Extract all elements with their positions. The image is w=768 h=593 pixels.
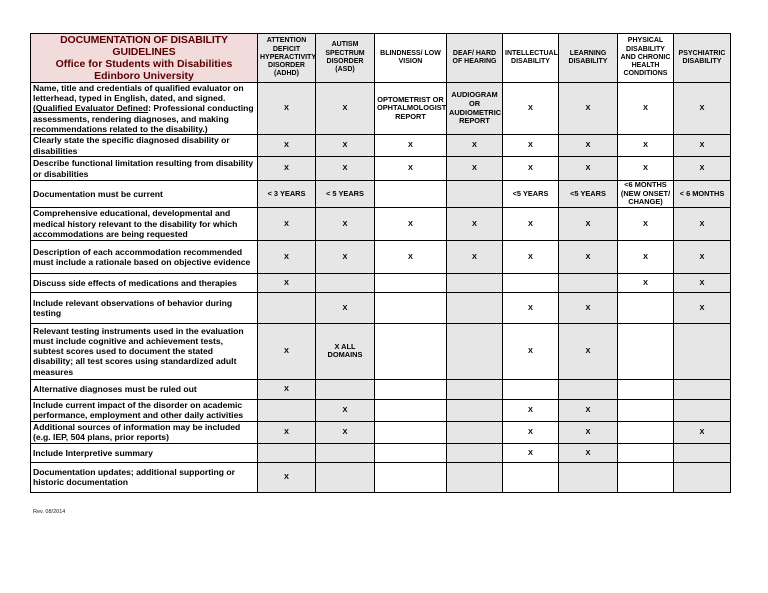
table-cell-asd	[316, 462, 375, 492]
revision-note: Rev. 08/2014	[33, 509, 66, 515]
row-requirement-label: Description of each accommodation recommended must include a rationale based on objective evidence	[31, 240, 258, 273]
table-cell-psychiatric	[674, 323, 731, 379]
table-cell-psychiatric: X	[674, 292, 731, 323]
table-row	[31, 443, 731, 462]
table-cell-asd: X	[316, 240, 375, 273]
table-cell-adhd: < 3 YEARS	[258, 181, 316, 208]
table-cell-adhd: X	[258, 83, 316, 135]
table-cell-learning: X	[559, 323, 618, 379]
table-cell-psychiatric	[674, 379, 731, 399]
table-cell-intellectual: X	[503, 240, 559, 273]
table-row	[31, 323, 731, 379]
table-cell-deaf	[447, 379, 503, 399]
row-requirement-label: Alternative diagnoses must be ruled out	[31, 379, 258, 399]
row-requirement-label: Include Interpretive summary	[31, 443, 258, 462]
table-cell-intellectual: X	[503, 399, 559, 421]
table-cell-blindness	[375, 421, 447, 443]
table-cell-deaf: X	[447, 135, 503, 157]
table-cell-physical	[618, 323, 674, 379]
table-cell-physical: X	[618, 135, 674, 157]
table-cell-adhd: X	[258, 323, 316, 379]
table-cell-intellectual: <5 YEARS	[503, 181, 559, 208]
table-row	[31, 83, 731, 135]
column-header-physical: PHYSICAL DISABILITY AND CHRONIC HEALTH CONDITIONS	[618, 34, 674, 83]
table-cell-learning: <5 YEARS	[559, 181, 618, 208]
row-requirement-label: Discuss side effects of medications and therapies	[31, 273, 258, 292]
table-cell-intellectual	[503, 273, 559, 292]
row-requirement-label: Additional sources of information may be included (e.g. IEP, 504 plans, prior reports)	[31, 421, 258, 443]
table-cell-deaf	[447, 292, 503, 323]
table-cell-adhd: X	[258, 135, 316, 157]
table-cell-intellectual	[503, 379, 559, 399]
table-cell-physical: X	[618, 207, 674, 240]
table-cell-blindness	[375, 323, 447, 379]
requirement-text: : Professional conducting assessments, rendering diagnoses, and making recommendations related to the disability.)	[33, 103, 254, 134]
table-cell-learning	[559, 273, 618, 292]
table-cell-learning	[559, 379, 618, 399]
table-cell-deaf: X	[447, 207, 503, 240]
table-row	[31, 462, 731, 492]
table-cell-physical	[618, 379, 674, 399]
table-cell-intellectual: X	[503, 292, 559, 323]
table-cell-blindness: X	[375, 240, 447, 273]
table-cell-physical	[618, 292, 674, 323]
column-header-asd: AUTISM SPECTRUM DISORDER (ASD)	[316, 34, 375, 83]
table-cell-learning: X	[559, 83, 618, 135]
table-cell-deaf	[447, 462, 503, 492]
table-cell-intellectual: X	[503, 443, 559, 462]
table-cell-learning	[559, 462, 618, 492]
table-cell-blindness	[375, 379, 447, 399]
qualified-evaluator-term: (Qualified Evaluator Defined	[33, 103, 149, 114]
title-line-1: DOCUMENTATION OF DISABILITY GUIDELINES	[60, 34, 228, 58]
table-cell-psychiatric: X	[674, 240, 731, 273]
table-row	[31, 379, 731, 399]
table-cell-psychiatric: X	[674, 83, 731, 135]
table-cell-asd: X	[316, 421, 375, 443]
table-cell-learning: X	[559, 421, 618, 443]
row-requirement-label: Comprehensive educational, developmental and medical history relevant to the disability for which accommodations are being requested	[31, 207, 258, 240]
table-cell-adhd: X	[258, 421, 316, 443]
table-cell-deaf	[447, 443, 503, 462]
table-cell-psychiatric	[674, 462, 731, 492]
table-cell-psychiatric: X	[674, 421, 731, 443]
column-header-adhd: ATTENTION DEFICIT HYPERACTIVITY DISORDER (ADHD)	[258, 34, 316, 83]
table-cell-intellectual: X	[503, 421, 559, 443]
table-cell-intellectual: X	[503, 157, 559, 181]
table-cell-deaf	[447, 399, 503, 421]
table-cell-adhd: X	[258, 273, 316, 292]
table-row	[31, 207, 731, 240]
table-cell-intellectual: X	[503, 323, 559, 379]
title-line-2: Office for Students with Disabilities	[55, 58, 233, 70]
table-cell-adhd: X	[258, 462, 316, 492]
table-cell-psychiatric: X	[674, 157, 731, 181]
table-row	[31, 292, 731, 323]
table-cell-asd	[316, 443, 375, 462]
table-cell-asd	[316, 379, 375, 399]
table-cell-blindness	[375, 273, 447, 292]
table-cell-physical	[618, 462, 674, 492]
table-cell-blindness: X	[375, 135, 447, 157]
table-cell-asd: X	[316, 135, 375, 157]
table-cell-psychiatric: < 6 MONTHS	[674, 181, 731, 208]
column-header-learning: LEARNING DISABILITY	[559, 34, 618, 83]
header-row	[31, 34, 731, 83]
table-cell-deaf: X	[447, 157, 503, 181]
table-cell-psychiatric	[674, 443, 731, 462]
table-cell-blindness: X	[375, 157, 447, 181]
table-cell-adhd: X	[258, 207, 316, 240]
title-line-3: Edinboro University	[94, 70, 194, 82]
table-cell-asd	[316, 273, 375, 292]
table-cell-intellectual: X	[503, 135, 559, 157]
row-requirement-label: Documentation updates; additional supporting or historic documentation	[31, 462, 258, 492]
table-cell-asd: X	[316, 292, 375, 323]
table-row	[31, 399, 731, 421]
row-requirement-label: Include current impact of the disorder on academic performance, employment and other daily activities	[31, 399, 258, 421]
table-cell-deaf	[447, 421, 503, 443]
table-cell-physical	[618, 399, 674, 421]
table-cell-deaf	[447, 273, 503, 292]
table-cell-intellectual	[503, 462, 559, 492]
table-cell-intellectual: X	[503, 207, 559, 240]
table-cell-deaf: AUDIOGRAM OR AUDIOMETRIC REPORT	[447, 83, 503, 135]
row-requirement-label: Documentation must be current	[31, 181, 258, 208]
table-cell-blindness	[375, 181, 447, 208]
table-cell-physical	[618, 443, 674, 462]
table-cell-physical: <6 MONTHS (NEW ONSET/ CHANGE)	[618, 181, 674, 208]
table-row	[31, 157, 731, 181]
table-cell-blindness	[375, 443, 447, 462]
table-cell-asd: X	[316, 157, 375, 181]
table-cell-deaf	[447, 181, 503, 208]
table-cell-psychiatric	[674, 399, 731, 421]
guidelines-table	[30, 33, 731, 493]
table-cell-psychiatric: X	[674, 207, 731, 240]
table-cell-learning: X	[559, 157, 618, 181]
table-cell-blindness	[375, 292, 447, 323]
table-row	[31, 181, 731, 208]
table-cell-intellectual: X	[503, 83, 559, 135]
table-cell-blindness	[375, 462, 447, 492]
column-header-psychiatric: PSYCHIATRIC DISABILITY	[674, 34, 731, 83]
table-cell-learning: X	[559, 240, 618, 273]
table-cell-adhd	[258, 443, 316, 462]
table-cell-blindness	[375, 399, 447, 421]
table-cell-adhd: X	[258, 379, 316, 399]
row-requirement-label: Clearly state the specific diagnosed disability or disabilities	[31, 135, 258, 157]
table-cell-physical: X	[618, 273, 674, 292]
table-cell-learning: X	[559, 443, 618, 462]
requirement-text: Name, title and credentials of qualified evaluator on letterhead, typed in English, dated, and signed.	[33, 83, 244, 104]
document-title	[31, 34, 258, 83]
column-header-intellectual: INTELLECTUAL DISABILITY	[503, 34, 559, 83]
table-cell-physical	[618, 421, 674, 443]
table-cell-deaf: X	[447, 240, 503, 273]
table-cell-adhd	[258, 292, 316, 323]
table-cell-psychiatric: X	[674, 273, 731, 292]
table-cell-asd: X ALL DOMAINS	[316, 323, 375, 379]
table-row	[31, 273, 731, 292]
table-cell-deaf	[447, 323, 503, 379]
table-cell-physical: X	[618, 157, 674, 181]
table-cell-blindness: X	[375, 207, 447, 240]
table-cell-asd: X	[316, 83, 375, 135]
table-row	[31, 240, 731, 273]
table-cell-asd: X	[316, 207, 375, 240]
column-header-deaf: DEAF/ HARD OF HEARING	[447, 34, 503, 83]
table-cell-asd: < 5 YEARS	[316, 181, 375, 208]
table-cell-blindness: OPTOMETRIST OR OPHTALMOLOGIST REPORT	[375, 83, 447, 135]
row-requirement-label: Relevant testing instruments used in the evaluation must include cognitive and achievement tests, subtest scores used to document the stated disability; all test scores using standardized adult measures	[31, 323, 258, 379]
table-cell-adhd: X	[258, 240, 316, 273]
table-cell-adhd: X	[258, 157, 316, 181]
table-cell-physical: X	[618, 240, 674, 273]
table-cell-learning: X	[559, 399, 618, 421]
table-cell-learning: X	[559, 207, 618, 240]
table-cell-learning: X	[559, 292, 618, 323]
table-row	[31, 421, 731, 443]
table-cell-psychiatric: X	[674, 135, 731, 157]
table-cell-physical: X	[618, 83, 674, 135]
column-header-blindness: BLINDNESS/ LOW VISION	[375, 34, 447, 83]
row-requirement-label: Describe functional limitation resulting from disability or disabilities	[31, 157, 258, 181]
table-cell-asd: X	[316, 399, 375, 421]
table-cell-learning: X	[559, 135, 618, 157]
row-requirement-label: Include relevant observations of behavior during testing	[31, 292, 258, 323]
table-row	[31, 135, 731, 157]
table-cell-adhd	[258, 399, 316, 421]
row-requirement-label	[31, 83, 258, 135]
